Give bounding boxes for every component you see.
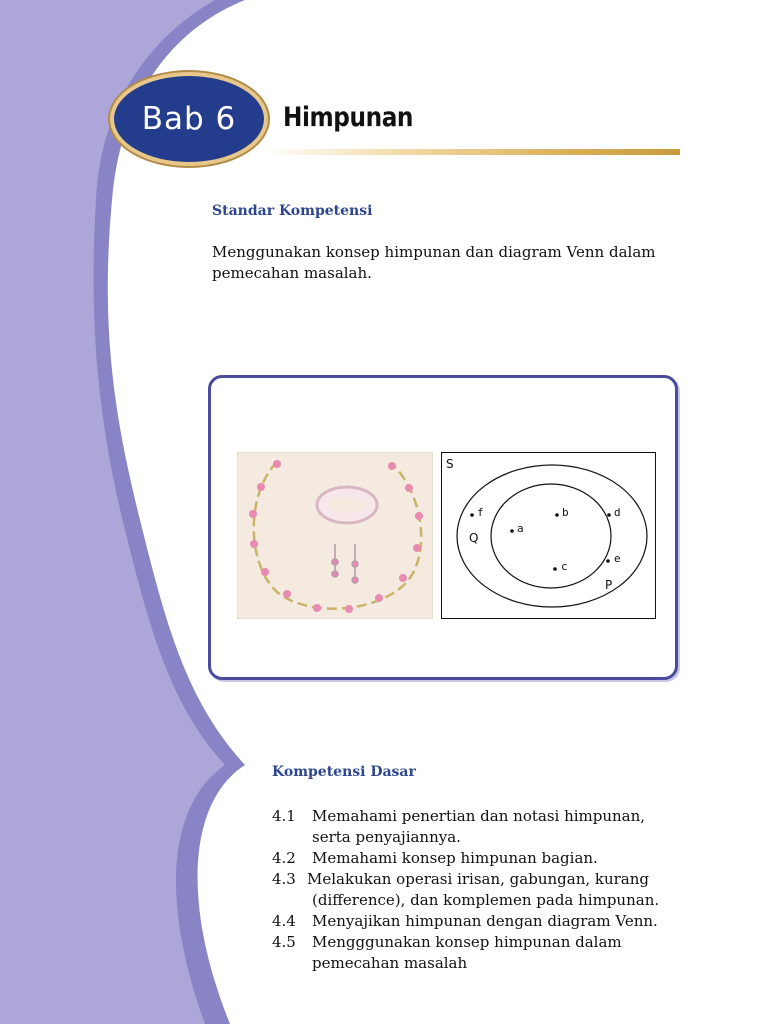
list-item-number: 4.1 [272,807,296,825]
list-item-text: Memahami konsep himpunan bagian. [312,849,598,867]
list-item-text: serta penyajiannya. [312,828,461,846]
title-underline [262,149,680,155]
list-item [272,869,712,911]
standar-kompetensi-heading: Standar Kompetensi [212,203,373,219]
list-item-text: (difference), dan komplemen pada himpunan. [312,891,660,909]
chapter-badge [110,72,268,166]
list-item-number: 4.5 [272,933,296,951]
standar-text-line-2: pemecahan masalah. [212,264,372,282]
jewelry-photo [237,452,433,619]
venn-element-f: f [477,506,484,519]
list-item [272,932,712,974]
venn-element-e: e [614,552,621,565]
standar-kompetensi-text [212,242,692,284]
list-item-number: 4.4 [272,912,296,930]
venn-element-c: c [561,560,568,573]
venn-element-d: d [614,506,621,519]
list-item-text: Mengggunakan konsep himpunan dalam [312,933,622,951]
list-item-number: 4.3 [272,870,296,888]
venn-diagram [441,452,656,619]
kompetensi-list [272,806,712,974]
venn-label-s: S [446,457,454,471]
venn-label-p: P [605,578,613,592]
list-item [272,806,712,848]
list-item-text: Menyajikan himpunan dengan diagram Venn. [312,912,658,930]
venn-label-q: Q [469,531,479,545]
chapter-number: Bab 6 [141,101,237,137]
list-item-text: Melakukan operasi irisan, gabungan, kurang [307,870,650,888]
list-item [272,911,712,932]
kompetensi-dasar-heading: Kompetensi Dasar [272,764,416,780]
chapter-title: Himpunan [283,102,414,133]
list-item-text: pemecahan masalah [312,954,468,972]
venn-element-a: a [517,522,524,535]
list-item [272,848,712,869]
standar-text-line-1: Menggunakan konsep himpunan dan diagram Venn dalam [212,243,656,261]
list-item-text: Memahami penertian dan notasi himpunan, [312,807,646,825]
venn-element-b: b [562,506,569,519]
list-item-number: 4.2 [272,849,296,867]
